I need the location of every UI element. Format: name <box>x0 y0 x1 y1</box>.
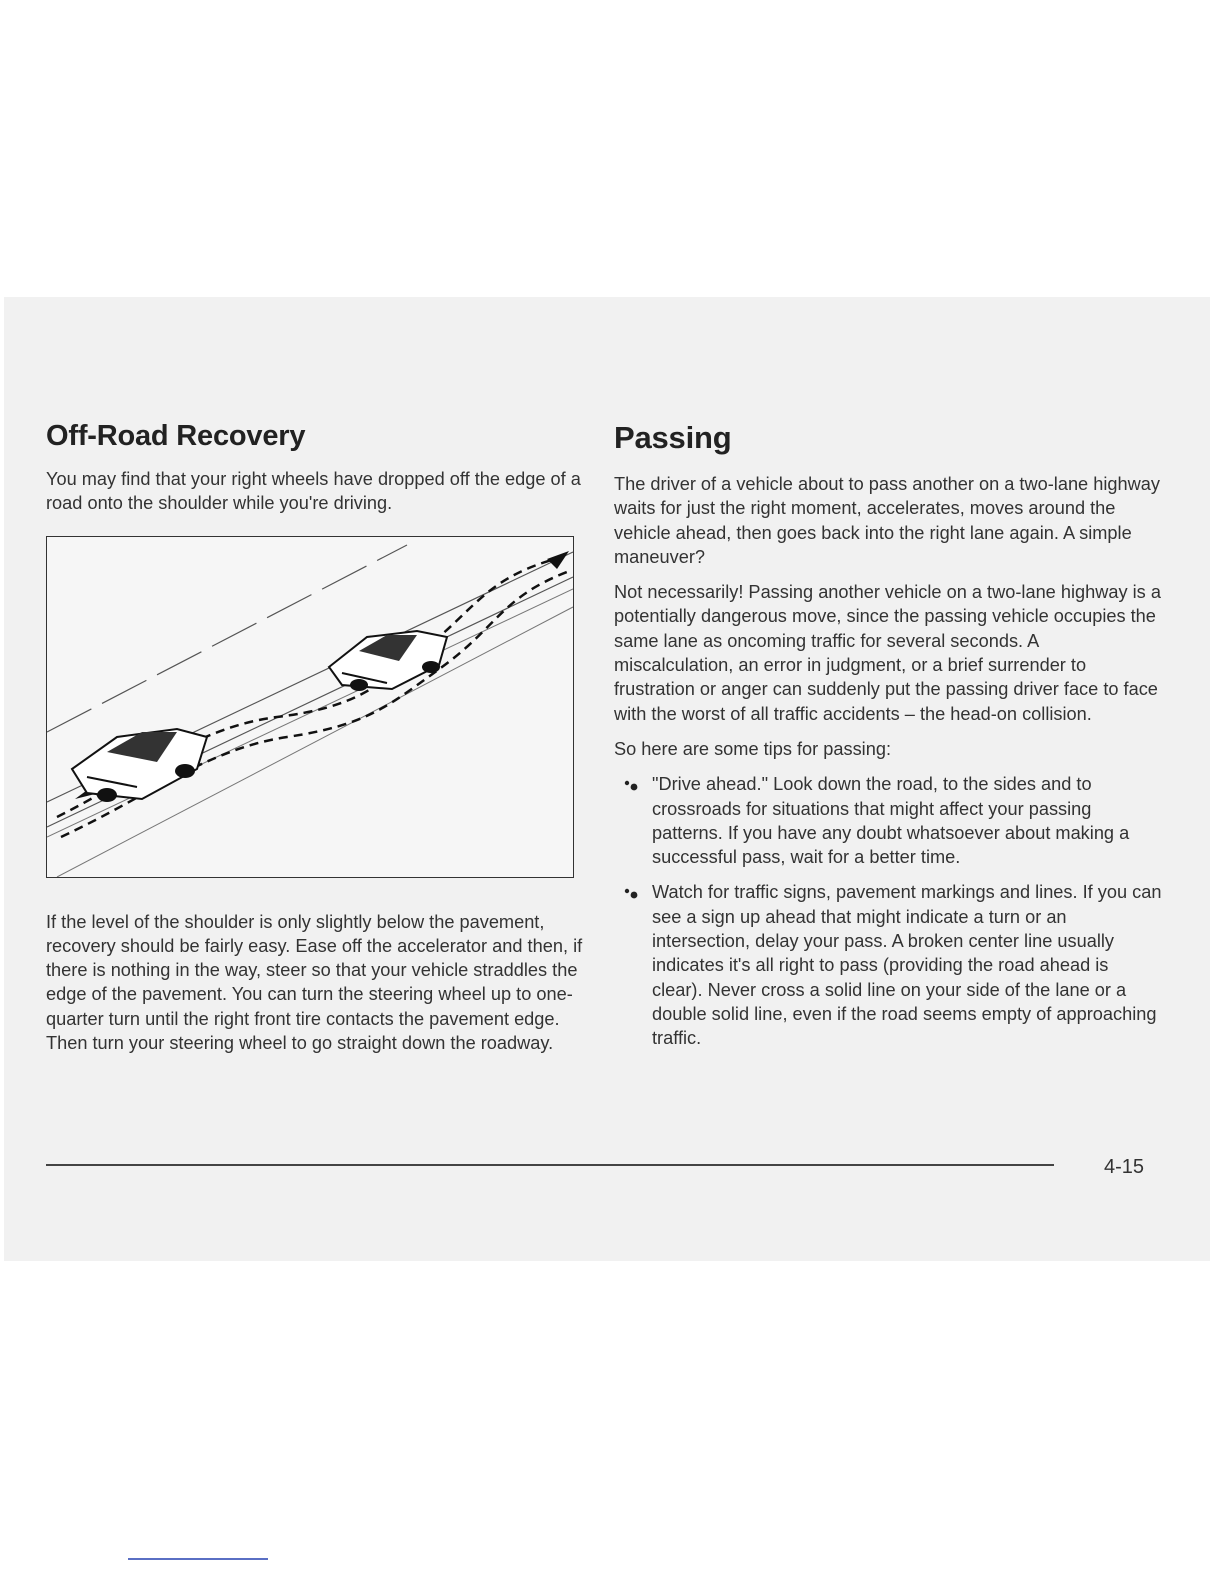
off-road-recovery-paragraph: If the level of the shoulder is only slightly below the pavement, recovery should be fairly easy. Ease off the accelerator and then, if there is nothing in the way, steer so that your vehicle straddles the edge of the pavement. You can turn the steering wheel up to one-quarter turn until the right front tire contacts the pavement edge. Then turn your steering wheel to go straight down the roadway. <box>46 911 583 1054</box>
left-column <box>46 420 586 1066</box>
off-road-intro-paragraph: You may find that your right wheels have dropped off the edge of a road onto the shoulder while you're driving. <box>46 469 581 514</box>
section-title-off-road-recovery: Off-Road Recovery <box>46 420 306 452</box>
footer-rule <box>46 1164 1054 1166</box>
off-road-recovery-illustration <box>46 536 574 878</box>
passing-paragraph-1: The driver of a vehicle about to pass another on a two-lane highway waits for just the right moment, accelerates, moves around the vehicle ahead, then goes back into the right lane again. A simple maneuver? <box>614 474 1160 567</box>
bullet-icon <box>622 880 642 904</box>
page-number: 4-15 <box>1104 1156 1145 1178</box>
right-column <box>614 420 1162 1062</box>
list-item <box>614 880 1162 1050</box>
passing-tips-intro: So here are some tips for passing: <box>614 738 891 759</box>
tip-text: "Drive ahead." Look down the road, to the sides and to crossroads for situations that might affect your passing patterns. If you have any doubt whatsoever about making a successful pass, wait for a better time. <box>652 774 1130 868</box>
list-item <box>614 772 1162 869</box>
passing-tips-list <box>614 772 1162 1050</box>
link-underline <box>128 1558 268 1560</box>
section-title-passing: Passing <box>614 420 732 455</box>
bullet-icon <box>622 772 642 796</box>
tip-text: Watch for traffic signs, pavement markings and lines. If you can see a sign up ahead that might indicate a turn or an intersection, delay your pass. A broken center line usually indicates it's all right to pass (providing the road ahead is clear). Never cross a solid line on your side of the lane or a double solid line, even if the road seems empty of approaching traffic. <box>652 882 1162 1049</box>
rear-car-icon <box>72 729 207 802</box>
road-with-cars-drawing <box>47 537 573 877</box>
passing-paragraph-2: Not necessarily! Passing another vehicle on a two-lane highway is a potentially dangerous move, since the passing vehicle occupies the same lane as oncoming traffic for several seconds. A miscalculation, an error in judgment, or a brief surrender to frustration or anger can suddenly put the passing driver face to face with the worst of all traffic accidents – the head-on collision. <box>614 582 1161 724</box>
